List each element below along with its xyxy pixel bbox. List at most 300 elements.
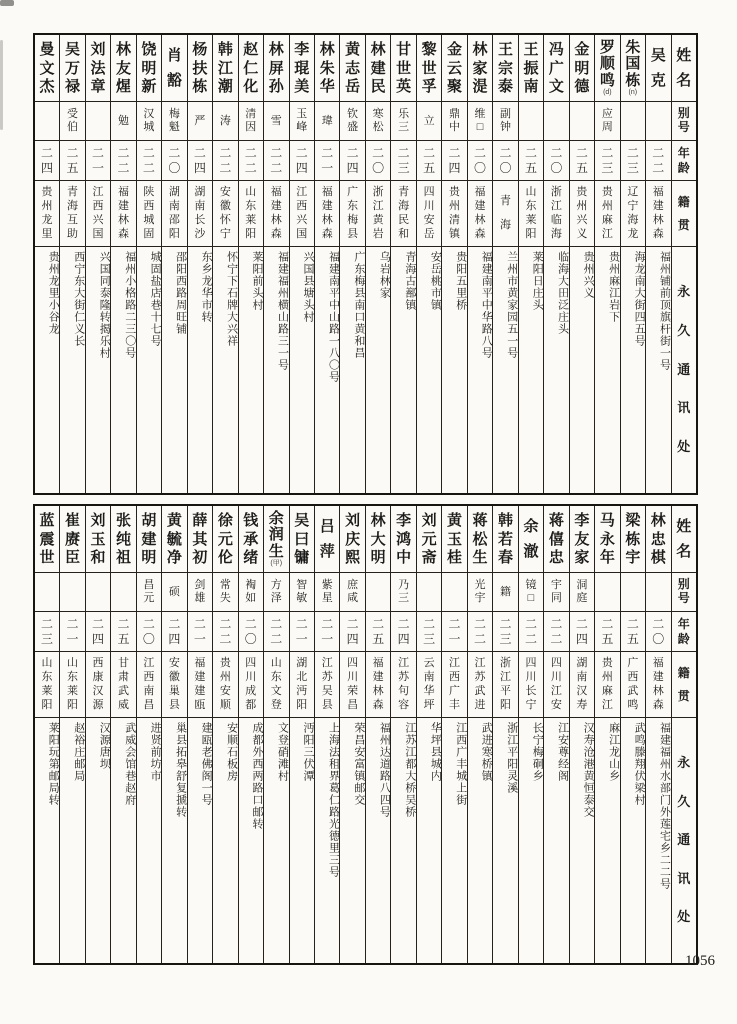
alias-cell: 梅 魁 <box>162 102 186 141</box>
header-name: 姓 名 <box>672 35 696 102</box>
age-cell: 二 二 <box>544 612 568 652</box>
origin-cell: 福 建 林 森 <box>264 181 288 247</box>
alias-cell: 常 失 <box>213 573 237 612</box>
person-column <box>594 35 619 493</box>
person-column <box>518 506 543 963</box>
age-cell: 二 五 <box>111 612 135 652</box>
origin-cell: 湖 北 沔 阳 <box>290 652 314 718</box>
address-cell: 武进寒桥镇 <box>480 722 493 782</box>
address-cell: 成都外西两路口邮转 <box>251 722 264 830</box>
scan-artifact <box>0 40 3 130</box>
address-cell: 贵州麻江岩下 <box>607 251 620 323</box>
origin-cell: 广 东 梅 县 <box>340 181 364 247</box>
name-cell: 林 忠 棋 <box>646 506 670 573</box>
address-cell: 荣昌安富镇邮交 <box>352 722 365 806</box>
name-cell: 肖 豁 <box>162 35 186 102</box>
origin-cell: 江 西 兴 国 <box>86 181 110 247</box>
alias-cell: 寒 松 <box>366 102 390 141</box>
address-cell: 沔阳三伏潭 <box>301 722 314 782</box>
alias-cell <box>417 573 441 612</box>
person-column <box>620 506 645 963</box>
name-cell: 张 纯 祖 <box>111 506 135 573</box>
address-cell: 武威会馆巷赵府 <box>123 722 136 806</box>
alias-cell <box>646 102 670 141</box>
age-cell: 二 五 <box>570 141 594 181</box>
address-cell: 乌岩林家 <box>378 251 391 299</box>
name-cell: 金 云 聚 <box>442 35 466 102</box>
alias-cell: 勉 <box>111 102 135 141</box>
alias-cell: 硕 <box>162 573 186 612</box>
age-cell: 二 〇 <box>468 141 492 181</box>
address-cell: 海龙南大街四五号 <box>633 251 646 347</box>
person-column <box>416 506 441 963</box>
address-cell: 福建南平中山路一八〇号 <box>327 251 340 383</box>
age-cell: 二 三 <box>35 612 59 652</box>
age-cell: 二 四 <box>570 612 594 652</box>
person-column <box>339 35 364 493</box>
person-column <box>645 35 670 493</box>
origin-cell: 西 康 汉 源 <box>86 652 110 718</box>
origin-cell: 山 东 莱 阳 <box>60 652 84 718</box>
name-cell: 韩 若 春 <box>493 506 517 573</box>
name-note: (甲) <box>270 560 283 568</box>
person-column <box>59 35 84 493</box>
age-cell: 二 五 <box>366 612 390 652</box>
name-cell: 韩 江 潮 <box>213 35 237 102</box>
address-cell: 莱阳日庄头 <box>531 251 544 311</box>
address-cell: 巢县拓皋舒复搋转 <box>174 722 187 818</box>
person-column <box>187 35 212 493</box>
origin-cell: 福 建 林 森 <box>646 652 670 718</box>
age-cell: 二 四 <box>340 612 364 652</box>
origin-cell: 浙 江 平 阳 <box>493 652 517 718</box>
name-cell: 钱 承 绪 <box>239 506 263 573</box>
alias-cell: 乃 三 <box>391 573 415 612</box>
person-column <box>594 506 619 963</box>
age-cell: 二 一 <box>315 141 339 181</box>
person-column <box>289 506 314 963</box>
address-cell: 汉寿沧港黄恒泰交 <box>582 722 595 818</box>
origin-cell: 江 苏 句 容 <box>391 652 415 718</box>
address-cell: 兰州市黄家园五一号 <box>505 251 518 359</box>
person-column <box>110 506 135 963</box>
origin-cell: 贵 州 兴 义 <box>570 181 594 247</box>
origin-cell: 贵 州 安 顺 <box>213 652 237 718</box>
age-cell: 二 〇 <box>239 612 263 652</box>
alias-cell <box>111 573 135 612</box>
alias-cell: 宇 同 <box>544 573 568 612</box>
age-cell: 二 二 <box>111 141 135 181</box>
age-cell: 二 三 <box>621 141 645 181</box>
person-column <box>492 35 517 493</box>
origin-cell: 浙 江 临 海 <box>544 181 568 247</box>
person-column <box>212 506 237 963</box>
person-column <box>543 506 568 963</box>
alias-cell: 裪 如 <box>239 573 263 612</box>
address-cell: 福州小格路二三〇号 <box>123 251 136 359</box>
header-name: 姓 名 <box>672 506 696 573</box>
origin-cell: 贵 州 清 镇 <box>442 181 466 247</box>
address-cell: 上海法租界葛仁路光德里三号 <box>327 722 340 878</box>
origin-cell: 山 东 莱 阳 <box>35 652 59 718</box>
scan-artifact <box>0 0 14 6</box>
origin-cell: 福 建 林 森 <box>646 181 670 247</box>
origin-cell: 湖 南 汉 寿 <box>570 652 594 718</box>
origin-cell: 青 海 民 和 <box>391 181 415 247</box>
name-cell: 蓝 震 世 <box>35 506 59 573</box>
age-cell: 二 四 <box>188 141 212 181</box>
age-cell: 二 四 <box>290 141 314 181</box>
age-cell: 二 一 <box>315 612 339 652</box>
name-cell: 林 家 湜 <box>468 35 492 102</box>
name-cell: 黄 玉 桂 <box>442 506 466 573</box>
person-column <box>85 506 110 963</box>
address-cell: 麻江龙山乡 <box>607 722 620 782</box>
age-cell: 二 一 <box>60 612 84 652</box>
address-cell: 兴国同泰隆转揭乐村 <box>98 251 111 359</box>
address-cell: 福建南平中华路八号 <box>480 251 493 359</box>
origin-cell: 安 徽 巢 县 <box>162 652 186 718</box>
person-column <box>467 506 492 963</box>
alias-cell: 洞 庭 <box>570 573 594 612</box>
alias-cell: 受 伯 <box>60 102 84 141</box>
address-cell: 江安尊经阁 <box>556 722 569 782</box>
header-address: 永 久 通 讯 处 <box>677 284 691 455</box>
origin-cell: 贵 州 麻 江 <box>595 181 619 247</box>
age-cell: 二 五 <box>417 141 441 181</box>
name-cell: 刘 法 章 <box>86 35 110 102</box>
name-note: (d) <box>603 89 612 97</box>
alias-cell <box>595 573 619 612</box>
person-column <box>35 506 59 963</box>
age-cell: 二 二 <box>137 141 161 181</box>
name-cell: 李 友 家 <box>570 506 594 573</box>
person-column <box>238 35 263 493</box>
origin-cell: 青 海 <box>493 181 517 247</box>
origin-cell: 甘 肃 武 威 <box>111 652 135 718</box>
age-cell: 二 〇 <box>493 141 517 181</box>
name-cell: 王 振 南 <box>519 35 543 102</box>
address-cell: 武鸣滕翔伏梁村 <box>633 722 646 806</box>
address-cell: 青海古鄯镇 <box>403 251 416 311</box>
person-column <box>620 35 645 493</box>
alias-cell <box>35 573 59 612</box>
origin-cell: 四 川 成 都 <box>239 652 263 718</box>
alias-cell: 副 钟 <box>493 102 517 141</box>
age-cell: 二 〇 <box>162 141 186 181</box>
address-cell: 临海大田泛庄头 <box>556 251 569 335</box>
person-column <box>390 35 415 493</box>
person-column <box>569 506 594 963</box>
address-cell: 广东梅县南口黄和昌 <box>352 251 365 359</box>
origin-cell: 江 苏 吴 县 <box>315 652 339 718</box>
origin-cell: 云 南 华 坪 <box>417 652 441 718</box>
alias-cell <box>442 573 466 612</box>
age-cell: 二 〇 <box>544 141 568 181</box>
person-column <box>161 35 186 493</box>
alias-cell: 维 □ <box>468 102 492 141</box>
name-cell: 李 琨 美 <box>290 35 314 102</box>
person-column <box>365 35 390 493</box>
alias-cell: 汉 城 <box>137 102 161 141</box>
age-cell: 二 四 <box>86 612 110 652</box>
header-column <box>671 35 696 493</box>
alias-cell: 昌 元 <box>137 573 161 612</box>
alias-cell <box>35 102 59 141</box>
name-cell: 薛 其 初 <box>188 506 212 573</box>
name-cell: 黄 志 岳 <box>340 35 364 102</box>
alias-cell: 乐 三 <box>391 102 415 141</box>
address-cell: 福建福州横山路三一号 <box>276 251 289 371</box>
address-cell: 西宁东大街仁义长 <box>72 251 85 347</box>
address-cell: 福州达道路八四号 <box>378 722 391 818</box>
alias-cell: 涛 <box>213 102 237 141</box>
person-column <box>492 506 517 963</box>
origin-cell: 福 建 林 森 <box>468 181 492 247</box>
name-cell: 余 澈 <box>519 506 543 573</box>
person-column <box>543 35 568 493</box>
address-cell: 莱阳玩第邮局转 <box>47 722 60 806</box>
person-column <box>518 35 543 493</box>
name-cell: 吴 万 禄 <box>60 35 84 102</box>
name-cell: 蒋 僖 忠 <box>544 506 568 573</box>
name-cell: 赵 仁 化 <box>239 35 263 102</box>
origin-cell: 四 川 江 安 <box>544 652 568 718</box>
alias-cell: 鼎 中 <box>442 102 466 141</box>
person-column <box>238 506 263 963</box>
address-cell: 福建福州水部门外莲宅乡二二号 <box>658 722 671 890</box>
origin-cell: 贵 州 龙 里 <box>35 181 59 247</box>
age-cell: 二 一 <box>86 141 110 181</box>
name-cell: 黄 毓 净 <box>162 506 186 573</box>
alias-cell <box>544 102 568 141</box>
address-cell: 江苏江都大桥吴桥 <box>403 722 416 818</box>
age-cell: 二 一 <box>188 612 212 652</box>
address-cell: 东乡龙华市转 <box>200 251 213 323</box>
alias-cell: 方 泽 <box>264 573 288 612</box>
alias-cell: 智 敏 <box>290 573 314 612</box>
origin-cell: 福 建 建 瓯 <box>188 652 212 718</box>
person-column <box>263 35 288 493</box>
header-column <box>671 506 696 963</box>
person-column <box>59 506 84 963</box>
name-cell: 冯 广 文 <box>544 35 568 102</box>
age-cell: 二 五 <box>595 612 619 652</box>
origin-cell: 浙 江 黄 岩 <box>366 181 390 247</box>
header-origin: 籍 贯 <box>672 181 696 247</box>
address-cell: 莱阳前头村 <box>251 251 264 311</box>
person-column <box>390 506 415 963</box>
origin-cell: 辽 宁 海 龙 <box>621 181 645 247</box>
name-cell: 梁 栋 宇 <box>621 506 645 573</box>
address-cell: 兴国县塘头村 <box>301 251 314 323</box>
alias-cell <box>60 573 84 612</box>
alias-cell: 雪 <box>264 102 288 141</box>
address-cell: 文登硝滩村 <box>276 722 289 782</box>
origin-cell: 福 建 林 森 <box>366 652 390 718</box>
origin-cell: 江 苏 武 进 <box>468 652 492 718</box>
name-cell: 崔 赓 臣 <box>60 506 84 573</box>
alias-cell <box>570 102 594 141</box>
person-column <box>289 35 314 493</box>
alias-cell: 严 <box>188 102 212 141</box>
origin-cell: 四 川 安 岳 <box>417 181 441 247</box>
name-cell: 胡 建 明 <box>137 506 161 573</box>
directory-table-top <box>33 33 698 495</box>
age-cell: 二 四 <box>35 141 59 181</box>
name-cell: 刘 玉 和 <box>86 506 110 573</box>
name-cell: 甘 世 英 <box>391 35 415 102</box>
age-cell: 二 二 <box>213 141 237 181</box>
origin-cell: 山 东 文 登 <box>264 652 288 718</box>
origin-cell: 青 海 互 助 <box>60 181 84 247</box>
person-column <box>263 506 288 963</box>
alias-cell: 紫 星 <box>315 573 339 612</box>
header-alias: 别 号 <box>672 102 696 141</box>
address-cell: 邵阳西路周旺铺 <box>174 251 187 335</box>
header-address: 永 久 通 讯 处 <box>677 755 691 925</box>
alias-cell <box>621 102 645 141</box>
name-cell: 刘 元 斋 <box>417 506 441 573</box>
person-column <box>35 35 59 493</box>
name-cell: 林 屏 孙 <box>264 35 288 102</box>
name-cell: 朱 国 栋 (n) <box>621 35 645 102</box>
address-cell: 华坪县城内 <box>429 722 442 782</box>
name-cell: 余 润 生 (甲) <box>264 506 288 573</box>
page-number: 1056 <box>685 953 715 969</box>
name-cell: 罗 顺 鸣 (d) <box>595 35 619 102</box>
age-cell: 二 〇 <box>137 612 161 652</box>
address-cell: 贵州龙里小谷龙 <box>47 251 60 335</box>
name-note: (n) <box>628 89 638 97</box>
origin-cell: 湖 南 邵 阳 <box>162 181 186 247</box>
origin-cell: 山 东 莱 阳 <box>519 181 543 247</box>
person-column <box>212 35 237 493</box>
header-origin: 籍 贯 <box>672 652 696 718</box>
person-column <box>339 506 364 963</box>
alias-cell <box>519 102 543 141</box>
header-alias: 别 号 <box>672 573 696 612</box>
name-cell: 林 大 明 <box>366 506 390 573</box>
address-cell: 贵阳五里桥 <box>454 251 467 311</box>
address-cell: 长宁梅硐乡 <box>531 722 544 782</box>
name-cell: 刘 庆 熙 <box>340 506 364 573</box>
age-cell: 二 二 <box>213 612 237 652</box>
address-cell: 城固盐店巷十七号 <box>149 251 162 347</box>
age-cell: 二 三 <box>391 141 415 181</box>
alias-cell: 钦 盛 <box>340 102 364 141</box>
person-column <box>569 35 594 493</box>
origin-cell: 广 西 武 鸣 <box>621 652 645 718</box>
name-cell: 金 明 德 <box>570 35 594 102</box>
age-cell: 二 四 <box>391 612 415 652</box>
alias-cell <box>621 573 645 612</box>
origin-cell: 陕 西 城 固 <box>137 181 161 247</box>
name-cell: 林 朱 华 <box>315 35 339 102</box>
alias-cell: 瑋 <box>315 102 339 141</box>
origin-cell: 四 川 荣 昌 <box>340 652 364 718</box>
alias-cell: 玉 峰 <box>290 102 314 141</box>
address-cell: 怀宁下石牌大兴祥 <box>225 251 238 347</box>
origin-cell: 贵 州 麻 江 <box>595 652 619 718</box>
person-column <box>85 35 110 493</box>
age-cell: 二 二 <box>646 141 670 181</box>
age-cell: 二 三 <box>417 612 441 652</box>
person-column <box>187 506 212 963</box>
origin-cell: 湖 南 长 沙 <box>188 181 212 247</box>
age-cell: 二 一 <box>442 612 466 652</box>
name-cell: 吴 曰 镛 <box>290 506 314 573</box>
person-column <box>441 35 466 493</box>
address-cell: 进贤前坊市 <box>149 722 162 782</box>
age-cell: 二 二 <box>239 141 263 181</box>
person-column <box>136 506 161 963</box>
age-cell: 二 三 <box>493 612 517 652</box>
age-cell: 二 二 <box>468 612 492 652</box>
origin-cell: 江 西 兴 国 <box>290 181 314 247</box>
alias-cell: 籍 <box>493 573 517 612</box>
person-column <box>136 35 161 493</box>
alias-cell: 应 周 <box>595 102 619 141</box>
age-cell: 二 一 <box>290 612 314 652</box>
age-cell: 二 〇 <box>366 141 390 181</box>
alias-cell <box>86 573 110 612</box>
alias-cell <box>366 573 390 612</box>
origin-cell: 福 建 林 森 <box>111 181 135 247</box>
directory-table-bottom <box>33 504 698 965</box>
header-age: 年 龄 <box>672 141 696 181</box>
address-cell: 安岳桃市镇 <box>429 251 442 311</box>
name-cell: 饶 明 新 <box>137 35 161 102</box>
age-cell: 二 五 <box>60 141 84 181</box>
address-cell: 建瓯老佛阁一号 <box>200 722 213 806</box>
address-cell: 浙江平阳灵溪 <box>505 722 518 794</box>
address-cell: 赵裕庄邮局 <box>72 722 85 782</box>
header-age: 年 龄 <box>672 612 696 652</box>
name-cell: 林 建 民 <box>366 35 390 102</box>
address-cell: 汉源唐坝 <box>98 722 111 770</box>
age-cell: 二 五 <box>519 141 543 181</box>
age-cell: 二 二 <box>264 141 288 181</box>
origin-cell: 江 西 南 昌 <box>137 652 161 718</box>
person-column <box>416 35 441 493</box>
name-cell: 曼 文 杰 <box>35 35 59 102</box>
name-cell: 吕 萍 <box>315 506 339 573</box>
name-cell: 王 宗 泰 <box>493 35 517 102</box>
alias-cell: 清 因 <box>239 102 263 141</box>
address-cell: 福州铺前顶旗杆街一号 <box>658 251 671 371</box>
alias-cell <box>86 102 110 141</box>
origin-cell: 四 川 长 宁 <box>519 652 543 718</box>
name-cell: 李 鸿 中 <box>391 506 415 573</box>
age-cell: 二 四 <box>442 141 466 181</box>
origin-cell: 安 徽 怀 宁 <box>213 181 237 247</box>
origin-cell: 福 建 林 森 <box>315 181 339 247</box>
alias-cell: 立 <box>417 102 441 141</box>
alias-cell <box>646 573 670 612</box>
person-column <box>467 35 492 493</box>
alias-cell: 剑 雄 <box>188 573 212 612</box>
address-cell: 安顺石板房 <box>225 722 238 782</box>
address-cell: 江西广丰城上街 <box>454 722 467 806</box>
person-column <box>314 35 339 493</box>
age-cell: 二 四 <box>162 612 186 652</box>
alias-cell: 庶 咸 <box>340 573 364 612</box>
person-column <box>314 506 339 963</box>
age-cell: 二 二 <box>519 612 543 652</box>
origin-cell: 山 东 莱 阳 <box>239 181 263 247</box>
alias-cell: 镜 □ <box>519 573 543 612</box>
